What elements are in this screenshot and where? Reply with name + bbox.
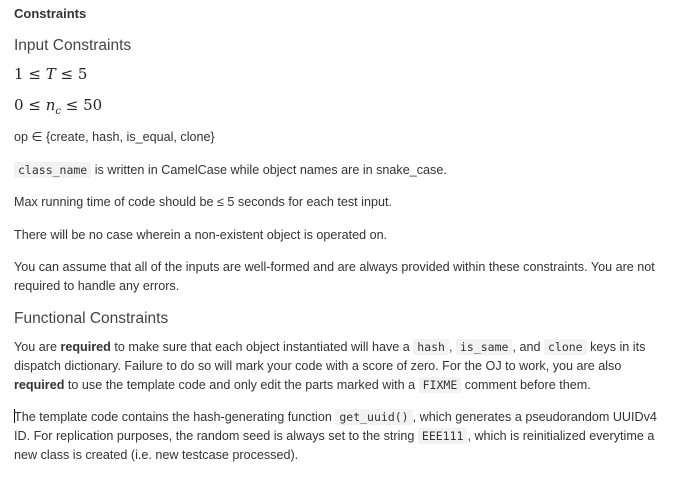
constraint-nc-range — [14, 96, 102, 117]
math-le: ≤ — [65, 96, 79, 114]
math-lhs: 1 — [14, 65, 24, 83]
template-paragraph: The template code contains the hash-generating function get_uuid() , which generates a pseudorandom UUIDv4 ID. For replication purposes, the random seed is always set to the string EEE111 , which is reinitialized everytime a new class is created (i.e. new testcase processed). — [14, 410, 657, 462]
nonexistent-constraint: There will be no case wherein a non-existent object is operated on. — [14, 228, 388, 242]
code-get-uuid: get_uuid() — [335, 409, 412, 425]
math-le: ≤ — [28, 96, 41, 114]
functional-paragraph: You are required to make sure that each object instantiated will have a hash , is_same , and clone keys in its dispatch dictionary. Failure to do so will mark your code with a score of zero. For the OJ to work, you are also required to use the template code and only edit the parts marked with a FIXME comment before them. — [14, 340, 646, 392]
code-class-name: class_name — [14, 162, 91, 178]
math-lhs: 0 — [14, 96, 24, 114]
constraint-t-range — [14, 65, 87, 83]
math-le: ≤ — [28, 65, 41, 83]
op-constraint: op ∈ {create, hash, is_equal, clone} — [14, 130, 215, 144]
code-eee111: EEE111 — [418, 428, 468, 444]
functional-constraints-heading: Functional Constraints — [14, 310, 169, 327]
math-var-t: T — [45, 65, 56, 83]
math-var-n: n — [45, 96, 56, 114]
classname-constraint: class_name is written in CamelCase while object names are in snake_case. — [14, 161, 674, 180]
runtime-constraint: Max running time of code should be ≤ 5 seconds for each test input. — [14, 195, 392, 209]
code-is-same: is_same — [456, 339, 512, 355]
input-constraints-heading: Input Constraints — [14, 37, 132, 54]
code-fixme: FIXME — [419, 377, 462, 393]
math-le: ≤ — [60, 65, 74, 83]
page-title: Constraints — [14, 6, 87, 21]
wellformed-constraint: You can assume that all of the inputs are well-formed and are always provided within these constraints. You are not required to handle any errors. — [14, 260, 655, 293]
code-clone: clone — [544, 339, 587, 355]
math-rhs: 50 — [83, 96, 103, 114]
math-sub-c: c — [55, 106, 61, 117]
code-hash: hash — [413, 339, 449, 355]
math-rhs: 5 — [77, 65, 88, 83]
